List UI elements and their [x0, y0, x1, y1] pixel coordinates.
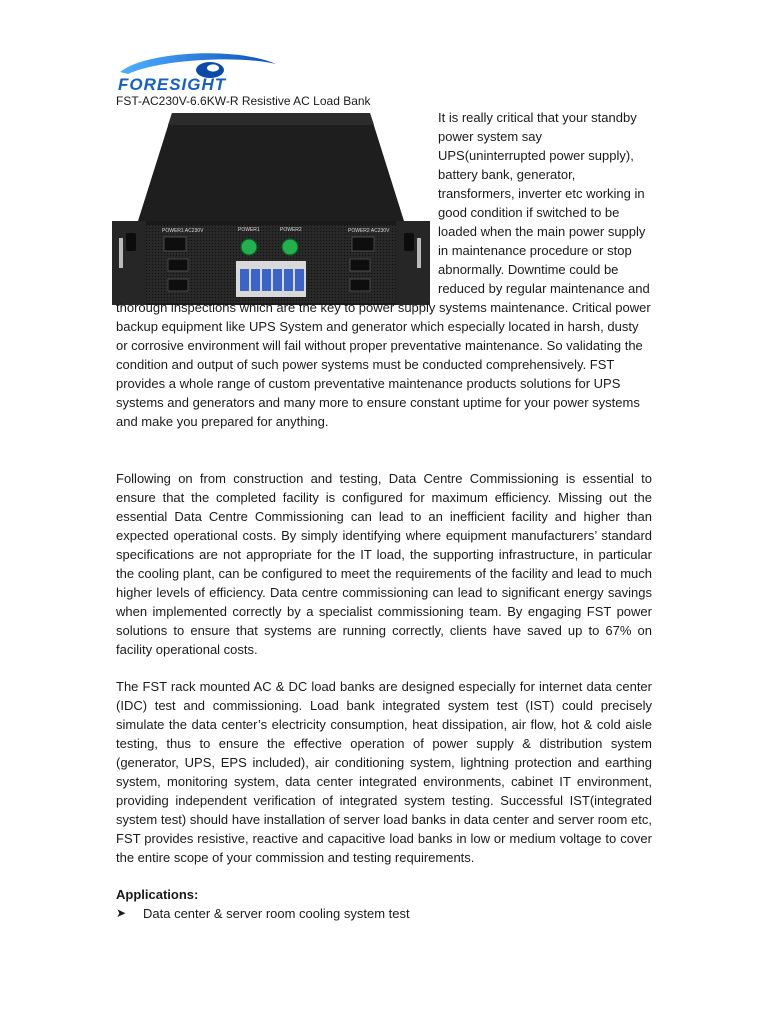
- arrow-bullet-icon: ➤: [116, 906, 127, 920]
- logo-text: FORESIGHT: [118, 75, 227, 94]
- power1-label: POWER1: [238, 227, 260, 233]
- applications-heading: Applications:: [116, 887, 199, 902]
- load-bank-paragraph: The FST rack mounted AC & DC load banks are designed especially for internet data center (IDC) test and commissioning. Load bank integrated system test (IST) could precisely simulate the data center’s electricity consumption, heat dissipation, air flow, hot & cold aisle testing, thus to ensure the effective operation of power supply & distribution system (generator, UPS, EPS included), air conditioning system, lightning protection and earthing system, monitoring system, data center integrated environments, cabinet IT environment, providing independent verification of integrated system testing. Successful IST(integrated system test) should have installation of server load banks in data center and server room etc, FST provides resistive, reactive and capacitive load banks in low or medium voltage to cover the entire scope of your commission and testing requirements.: [116, 679, 652, 865]
- foresight-logo: [114, 50, 284, 94]
- applications-list: [116, 904, 410, 923]
- list-item: [116, 904, 410, 923]
- left-inlet-label: POWER1 AC230V: [162, 228, 204, 234]
- commissioning-paragraph: Following on from construction and testing, Data Centre Commissioning is essential to ensure that the completed facility is configured for maximum efficiency. Missing out the essential Data Centre Commissioning can lead to an inefficient facility and higher than expected operational costs. By simply identifying where equipment manufacturers’ standard specifications are not appropriate for the IT load, the supporting infrastructure, in particular the cooling plant, can be configured to meet the requirements of the facility and lead to much higher levels of efficiency. Data centre commissioning can lead to significant energy savings when implemented correctly by a specialist commissioning team. By engaging FST power solutions to ensure that systems are running correctly, clients have saved up to 67% on facility operational costs.: [116, 471, 652, 657]
- power2-label: POWER2: [280, 227, 302, 233]
- intro-text: It is really critical that your standby power system say UPS(uninterrupted power supply), battery bank, generator, transformers, inverter etc working in good condition if switched to be loaded when the main power supply in maintenance procedure or stop abnormally. Downtime could be reduced by regular maintenance and thorough inspections which are the key to power supply systems maintenance. Critical power backup equipment like UPS System and generator which especially located in harsh, dusty or corrosive environment will fail without proper preventative maintenance. So validating the condition and output of such power systems must be conducted comprehensively. FST provides a whole range of custom preventative maintenance products solutions for UPS systems and generators and many more to ensure constant uptime for your power systems and make you prepared for anything.: [116, 110, 651, 429]
- right-inlet-label: POWER2 AC230V: [348, 228, 390, 234]
- intro-paragraph: [116, 108, 652, 431]
- application-item-text: Data center & server room cooling system test: [143, 906, 410, 921]
- document-title: FST-AC230V-6.6KW-R Resistive AC Load Bank: [116, 94, 371, 108]
